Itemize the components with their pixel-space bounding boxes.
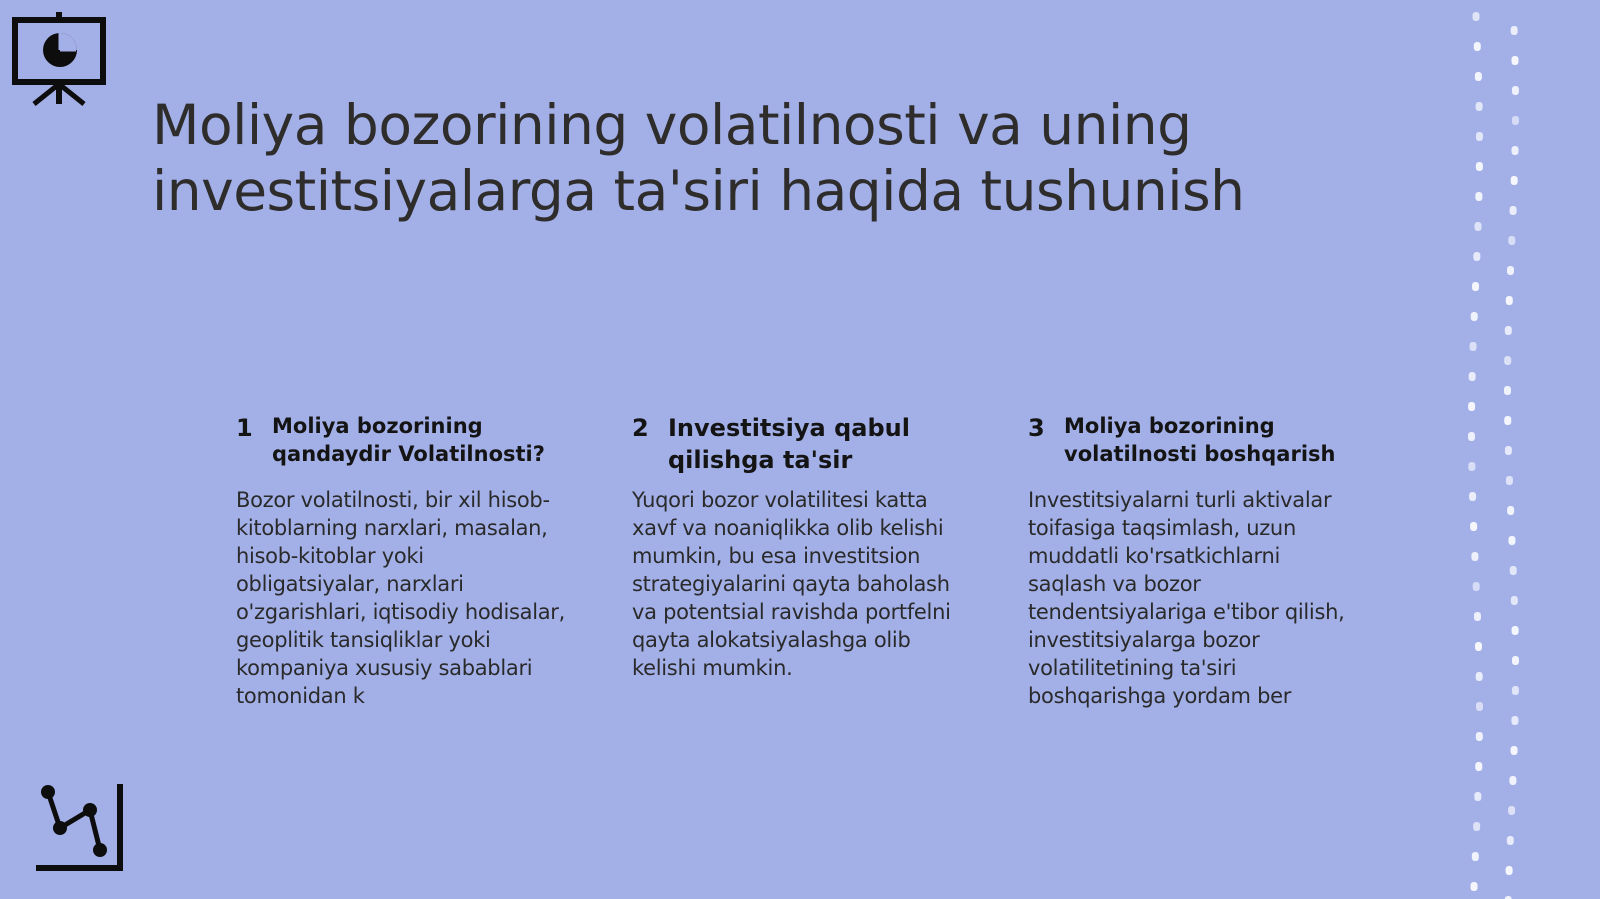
decoration-dot (1475, 72, 1482, 81)
decoration-dot (1504, 356, 1511, 365)
decoration-dot (1471, 552, 1478, 561)
decoration-dot (1507, 836, 1514, 845)
decoration-dot (1512, 656, 1519, 665)
decoration-dot (1504, 416, 1511, 425)
slide-title: Moliya bozorining volatilnosti va uning investitsiyalarga ta'siri haqida tushunish (152, 93, 1245, 223)
decoration-dot (1511, 176, 1518, 185)
decoration-dot (1505, 446, 1512, 455)
decoration-dot (1473, 582, 1480, 591)
card-body: Bozor volatilnosti, bir xil hisob-kitoblarning narxlari, masalan, hisob-kitoblar yoki obligatsiyalar, narxlari o'zgarishlari, iqtisodiy hodisalar, geoplitik tansiqliklar yoki kompaniya xususiy sabablari tomonidan k (236, 488, 566, 708)
decoration-dot (1473, 12, 1480, 21)
card-number: 1 (236, 414, 253, 442)
decoration-dot (1474, 792, 1481, 801)
decoration-dot (1506, 296, 1513, 305)
decoration-dot (1512, 686, 1519, 695)
decoration-dot (1476, 132, 1483, 141)
decoration-dot (1506, 866, 1513, 875)
decoration-dot (1476, 672, 1483, 681)
decoration-dot (1476, 102, 1483, 111)
card-header (1028, 412, 1368, 474)
decoration-dot (1476, 162, 1483, 171)
decoration-dot (1476, 732, 1483, 741)
decoration-dot (1508, 236, 1515, 245)
card-body: Yuqori bozor volatilitesi katta xavf va noaniqlikka olib kelishi mumkin, bu esa investitsion strategiyalarini qayta baholash va potentsial ravishda portfelni qayta alokatsiyalashga olib kelishi mumkin. (632, 488, 951, 680)
decoration-dot (1471, 312, 1478, 321)
decoration-dot (1510, 206, 1517, 215)
card-1 (236, 412, 576, 708)
decoration-dot (1511, 596, 1518, 605)
decoration-dot (1474, 612, 1481, 621)
decoration-dot (1474, 222, 1481, 231)
card-3 (1028, 412, 1368, 708)
decoration-dot (1512, 86, 1519, 95)
decoration-dot (1475, 192, 1482, 201)
decoration-dot (1507, 506, 1514, 515)
decoration-dot (1472, 852, 1479, 861)
decoration-dot (1504, 386, 1511, 395)
decoration-dot (1475, 642, 1482, 651)
decoration-dot (1468, 402, 1475, 411)
decoration-dot (1507, 266, 1514, 275)
decoration-dot (1512, 146, 1519, 155)
decoration-dot (1505, 326, 1512, 335)
decoration-dot (1473, 822, 1480, 831)
decoration-dot (1470, 342, 1477, 351)
decoration-dot (1472, 282, 1479, 291)
decoration-dot (1476, 702, 1483, 711)
decoration-dot (1469, 492, 1476, 501)
decoration-dot (1469, 372, 1476, 381)
line-chart-icon (32, 780, 124, 872)
decoration-dot (1512, 626, 1519, 635)
decoration-dot (1508, 536, 1515, 545)
decoration-dot (1473, 252, 1480, 261)
card-header (632, 412, 972, 474)
decoration-dot (1510, 566, 1517, 575)
decoration-dot (1509, 776, 1516, 785)
decoration-dot (1470, 522, 1477, 531)
card-header (236, 412, 576, 474)
presentation-board-icon (10, 12, 110, 108)
decoration-dot (1468, 462, 1475, 471)
card-title: Moliya bozorining volatilnosti boshqarish (1064, 414, 1336, 466)
card-number: 2 (632, 414, 649, 442)
card-title: Investitsiya qabul qilishga ta'sir (668, 414, 910, 474)
decoration-dot (1471, 882, 1478, 891)
decoration-dot (1475, 762, 1482, 771)
decoration-dot (1508, 806, 1515, 815)
decoration-dot (1511, 716, 1518, 725)
decoration-dot (1511, 26, 1518, 35)
card-body: Investitsiyalarni turli aktivalar toifasiga taqsimlash, uzun muddatli ko'rsatkichlarni saqlash va bozor tendentsiyalariga e'tibor qilish, investitsiyalarga bozor volatilitetining ta'siri boshqarishga yordam ber (1028, 488, 1345, 708)
decoration-dot (1511, 746, 1518, 755)
card-2 (632, 412, 972, 680)
decoration-dot (1512, 56, 1519, 65)
decoration-dot (1512, 116, 1519, 125)
decoration-dot (1474, 42, 1481, 51)
decoration-dot (1506, 476, 1513, 485)
card-number: 3 (1028, 414, 1045, 442)
card-title: Moliya bozorining qandaydir Volatilnosti? (272, 414, 545, 466)
dotted-lines-decoration (1440, 0, 1520, 899)
decoration-dot (1468, 432, 1475, 441)
